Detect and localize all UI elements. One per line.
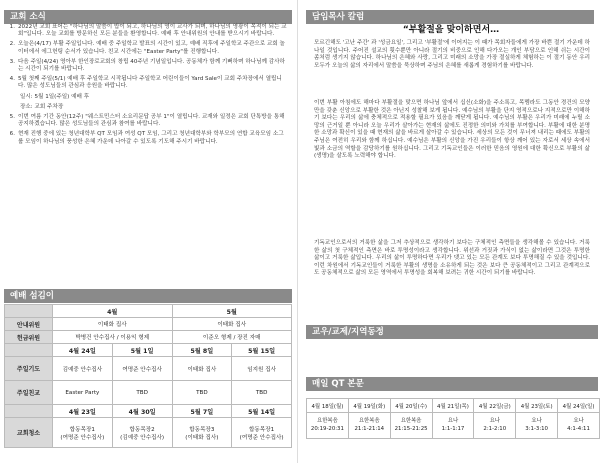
community-header — [306, 325, 598, 339]
news-item: 3. 다음 주일(4/24) 영아부 한인장로교회의 창립 40주년 기념일입니다. 공동체가 함께 기뻐하며 하나님께 감사하는 시간이 되기를 바랍니다. — [9, 58, 285, 73]
qt-title: 매일 QT 본문 — [312, 379, 364, 389]
qt-header — [306, 377, 598, 391]
daily-qt-table — [306, 398, 600, 439]
community-title: 교우/교제/지역동정 — [312, 327, 384, 337]
table-row: 주일기도 김예중 안수집사 여명준 안수집사 이태화 집사 임지원 집사 — [5, 357, 292, 381]
column-title: “부활절을 맞이하면서… — [402, 25, 500, 35]
news-title: 교회 소식 — [10, 12, 46, 22]
table-row: 교회청소 합동목장1 (여명준 안수집사) 합동목장2 (김예중 안수집사) 합동목장3 (이태화 집사) 합동목장1 (여명준 안수집사) — [5, 418, 292, 448]
table-row: 4월 23일 4월 30일 5월 7일 5월 14일 — [5, 405, 292, 418]
news-list — [6, 24, 288, 149]
table-row: 주일친교 Easter Party TBD TBD TBD — [5, 381, 292, 405]
table-row: 4월 24일 5월 1일 5월 8일 5월 15일 — [5, 344, 292, 357]
news-item: 6. 현재 진행 중에 있는 청년대학부 QT 모임과 여성 QT 모임, 그리고 청년대학부와 학부모의 연합 교육모임 소그룹 모임이 하나님의 풍성한 은혜 가운데 나아갈 수 있도록 기도해 주시기 바랍니다. — [9, 131, 284, 145]
news-item: 4. 5월 첫째 주일(5/1) 예배 후 주일학교 시작됩니다 주일학교 어린이들이 Yard Sale이 교회 주차장에서 열립니다. 많은 성도님들의 관심과 응원을 바랍니다. — [9, 76, 282, 90]
news-item: 1. 2022년 교회 표어는 "하나님의 말씀이 밥이 되고, 하나님의 영이 교사가 되며, 하나님의 영광이 목적이 되는 교회"입니다. 오늘 교회를 방문하신 모든 분들을 환영합니다. 예배 후 안내위원의 안내를 받으시기 바랍니다. — [9, 24, 287, 38]
table-row: 요한복음 20:19-20:31 요한복음 21:1-21:14 요한복음 21:15-21:25 요나 1:1-1:17 요나 2:1-2:10 요나 3:1-3:10 요나 4:1-4:11 — [307, 413, 600, 439]
news-detail: 일시: 5월 1일(주일) 예배 후 — [20, 93, 90, 100]
service-schedule-table — [4, 304, 292, 448]
column-paragraph: 이번 부활 아침에도 해마다 부활절을 맞으면 하나님 앞에서 십신(소화)을 주소록고, 목멤라도 그동안 경건의 모양만을 갖춘 신앙으로 부활한 것은 아닌지 성찰해 보게 됩니다. 예수님의 부활을 단지 영적으로나 지적으로만 이해하기 보다는 우리의 삶에 충체적으로 적용할 필요가 있음을 깨닫게 됩니다. 예수님의 부활은 우리가 미래에 누릴 소망의 근거일 뿐 아니라 오늘 우리가 살아가는 현재의 삶에도 진정한 의미와 가치를 부여합니다. 부활에 대한 분명한 소망과 확신이 있을 때 현재의 삶을 바르게 살아갈 수 있습니다. 세상의 모든 것이 무너져 내리는 때에도 부활의 주님은 여전히 우리와 함께 하십니다. 예수님은 부활의 신앙을 가진 우리들이 항상 깨어 있는 자로서 세상 속에서 빛과 소금의 역할을 감당하기를 원하십니다. 그리고 기독교인들은 이러한 믿음의 영원에 대한 확신으로 부활의 삶(생명)을 살도록 노력해야 합니다. — [314, 100, 590, 160]
news-detail: 장소: 교회 주차장 — [20, 103, 64, 110]
schedule-header — [4, 289, 292, 303]
table-row: 헌금위원 박병건 안수집사 / 이용익 형제 이준오 형제 / 장진 자매 — [5, 331, 292, 344]
left-page — [0, 0, 298, 463]
table-row: 안내위원 이태화 집사 이태화 집사 — [5, 318, 292, 331]
table-row: 4월 18일(월) 4월 19일(화) 4월 20일(수) 4월 21일(목) 4월 22일(금) 4월 23일(토) 4월 24일(일) — [307, 399, 600, 413]
column-paragraph: 모르긴해도 '고난 주간' 과 '성금요일', 그리고 '부활절'에 이어지는 이 때가 목회자들에게 가장 바쁜 절기 가운데 하나일 것입니다. 주어진 설교의 횟수뿐만 아니라 절기의 비중으로 인해 다가오는 개인 부담으로 인해 쉬는 시간이 좀처럼 생기지 않습니다. 하나님의 은혜와 사랑, 그리고 미래의 소망을 가장 절실하게 체험하는 이 절기 동안 우리 모두가 오늘의 삶의 자리에서 말씀을 묵상하며 주님의 은혜를 새롭게 경험하기를 바랍니다. — [314, 40, 590, 69]
table-row: 4월 5월 — [5, 305, 292, 318]
news-item: 5. 이번 여름 기간 동안(12주) "웨스트민스터 소요리문답 공부 1"이 열립니다. 교재와 일정은 교회 단톡방을 통해 공지하겠습니다. 많은 성도님들의 관심과 참여를 바랍니다. — [9, 114, 285, 128]
news-header — [4, 10, 292, 24]
news-item: 2. 오늘은(4/17) 부활 주일입니다. 예배 중 주일학교 발표의 시간이 있고, 예배 직후에 주일학교 주관으로 교회 놀이터에서 에그헌팅 순서가 있습니다. 친교 시간에는 "Easter Party"를 진행합니다. — [9, 41, 285, 55]
column-band-title: 담임목사 칼럼 — [312, 12, 365, 22]
column-paragraph: 기독교인으로서의 거룩한 삶을 그저 추상적으로 생각하기 보다는 구체적인 측면들을 생각해볼 수 있습니다. 거룩한 삶의 첫 구체적인 측면은 바로 투명성이라고 생각합니다. 위선과 거짓과 가식이 없는 삶이라면 그것은 투명한 삶이고 거룩한 삶입니다. 우리의 삶이 투명하다면 우리가 댓고 있는 모든 관계도 보다 투명해질 수 있을 것입니다. 이런 차원에서 기독교인들이 거룩한 부활의 생명을 소유하게 되는 것은 보다 큰 공동체적이고 그리고 관계적으로도 공동체적으로 삶의 모든 영역에서 투명성을 회복해 보려는 귀한 시간이 되기를 바랍니다. — [314, 240, 590, 277]
right-page — [302, 0, 600, 463]
schedule-title: 예배 섬김이 — [10, 291, 55, 301]
